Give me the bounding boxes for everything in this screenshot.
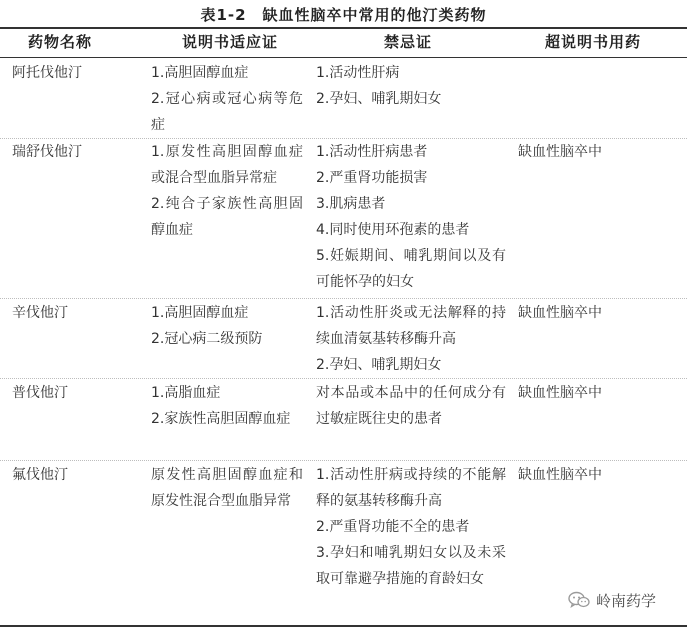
contraindications-cell: [316, 462, 506, 592]
off-label-cell: 缺血性脑卒中: [518, 305, 602, 321]
table-top-rule: [0, 27, 687, 29]
header-off-label: 超说明书用药: [545, 33, 642, 51]
contraindication-item: 3.肌病患者: [316, 196, 386, 212]
drug-name-cell: 普伐他汀: [12, 385, 68, 401]
indications-cell: [151, 462, 303, 514]
contraindication-item: 5.妊娠期间、哺乳期间以及有可能怀孕的妇女: [316, 248, 506, 290]
row-separator: [0, 378, 687, 379]
indication-item: 2.冠心病或冠心病等危症: [151, 91, 303, 133]
contraindications-cell: [316, 300, 506, 378]
row-separator: [0, 298, 687, 299]
off-label-cell: 缺血性脑卒中: [518, 385, 602, 401]
table-header-rule: [0, 57, 687, 58]
indications-cell: [151, 60, 303, 138]
indication-item: 1.原发性高胆固醇血症或混合型血脂异常症: [151, 144, 303, 186]
indication-item: 原发性高胆固醇血症和原发性混合型血脂异常: [151, 467, 303, 509]
contraindication-item: 2.严重肾功能不全的患者: [316, 519, 470, 535]
contraindication-item: 2.孕妇、哺乳期妇女: [316, 357, 442, 373]
indication-item: 1.高胆固醇血症: [151, 305, 249, 321]
indication-item: 2.纯合子家族性高胆固醇血症: [151, 196, 303, 238]
watermark-text: 岭南药学: [596, 591, 657, 610]
wechat-icon: [568, 591, 590, 609]
contraindications-cell: [316, 139, 506, 295]
table-title: 表1-2 缺血性脑卒中常用的他汀类药物: [200, 6, 487, 24]
contraindication-item: 1.活动性肝炎或无法解释的持续血清氨基转移酶升高: [316, 305, 506, 347]
indication-item: 1.高脂血症: [151, 385, 221, 401]
contraindication-item: 1.活动性肝病或持续的不能解释的氨基转移酶升高: [316, 467, 506, 509]
contraindications-cell: [316, 380, 506, 432]
indication-item: 2.冠心病二级预防: [151, 331, 263, 347]
header-contraindications: 禁忌证: [384, 33, 433, 51]
table-bottom-rule: [0, 625, 687, 627]
header-drug-name: 药物名称: [28, 33, 93, 51]
indication-item: 2.家族性高胆固醇血症: [151, 411, 291, 427]
drug-name-cell: 阿托伐他汀: [12, 65, 82, 81]
off-label-cell: 缺血性脑卒中: [518, 467, 602, 483]
header-indications: 说明书适应证: [182, 33, 279, 51]
row-separator: [0, 460, 687, 461]
off-label-cell: 缺血性脑卒中: [518, 144, 602, 160]
indications-cell: [151, 139, 303, 243]
indications-cell: [151, 380, 303, 432]
contraindication-item: 对本品或本品中的任何成分有过敏症既往史的患者: [316, 385, 506, 427]
indication-item: 1.高胆固醇血症: [151, 65, 249, 81]
indications-cell: [151, 300, 303, 352]
drug-name-cell: 氟伐他汀: [12, 467, 68, 483]
contraindication-item: 2.严重肾功能损害: [316, 170, 428, 186]
drug-name-cell: 辛伐他汀: [12, 305, 68, 321]
contraindication-item: 1.活动性肝病: [316, 65, 400, 81]
contraindication-item: 3.孕妇和哺乳期妇女以及未采取可靠避孕措施的育龄妇女: [316, 545, 506, 587]
drug-name-cell: 瑞舒伐他汀: [12, 144, 82, 160]
contraindication-item: 1.活动性肝病患者: [316, 144, 428, 160]
contraindications-cell: [316, 60, 506, 112]
watermark: [566, 588, 656, 612]
contraindication-item: 4.同时使用环孢素的患者: [316, 222, 470, 238]
contraindication-item: 2.孕妇、哺乳期妇女: [316, 91, 442, 107]
